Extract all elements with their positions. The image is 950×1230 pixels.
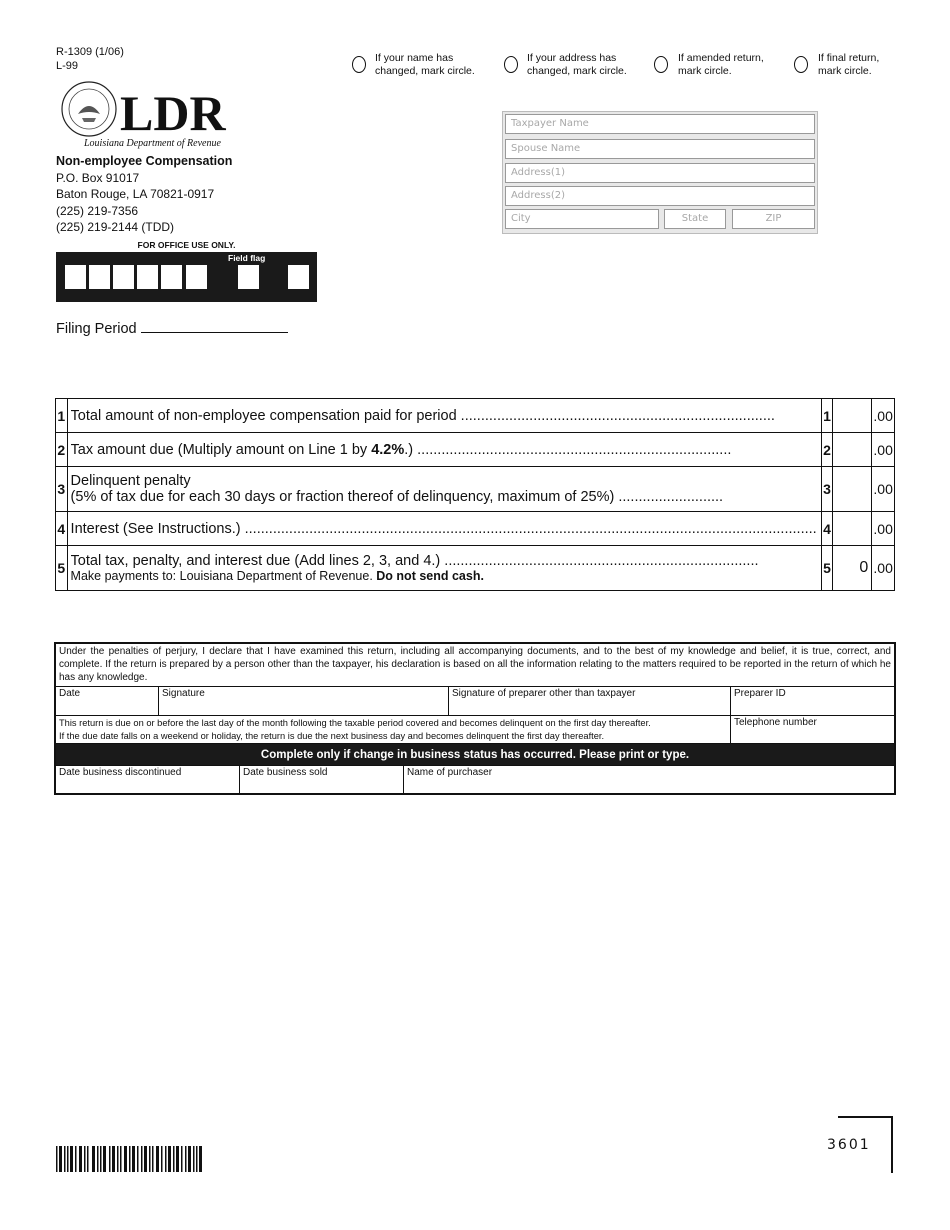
logo-letters: LDR bbox=[120, 85, 226, 141]
office-use-label: FOR OFFICE USE ONLY. bbox=[137, 240, 236, 250]
spouse-name-field[interactable]: Spouse Name bbox=[505, 139, 815, 159]
field-flag-cell bbox=[288, 265, 309, 289]
office-cell bbox=[113, 265, 134, 289]
line5-cents: .00 bbox=[872, 546, 895, 591]
form-subcode: L-99 bbox=[56, 60, 79, 72]
po-box: P.O. Box 91017 bbox=[56, 170, 140, 185]
line-ref-number: 4 bbox=[821, 512, 833, 546]
ldr-logo bbox=[60, 80, 240, 150]
filing-period-label: Filing Period bbox=[56, 321, 137, 337]
line-number: 1 bbox=[56, 399, 68, 433]
line5-amount-input[interactable]: 0 bbox=[833, 546, 872, 591]
line3-cents: .00 bbox=[872, 467, 895, 512]
line-description: Interest (See Instructions.) .............................................................................................................................................. bbox=[67, 512, 821, 546]
date-sold-field[interactable]: Date business sold bbox=[239, 766, 403, 793]
declaration-block bbox=[54, 642, 896, 795]
form-title: Non-employee Compensation bbox=[56, 154, 233, 168]
purchaser-name-field[interactable]: Name of purchaser bbox=[403, 766, 894, 793]
table-row bbox=[56, 399, 895, 433]
line-description: Tax amount due (Multiply amount on Line 1 by 4.2%.) .............................................................................. bbox=[67, 433, 821, 467]
business-status-banner: Complete only if change in business status has occurred. Please print or type. bbox=[56, 743, 894, 765]
form-number: R-1309 (1/06) bbox=[56, 46, 124, 58]
tdd-phone: (225) 219-2144 (TDD) bbox=[56, 220, 175, 234]
final-return-label: If final return, mark circle. bbox=[818, 52, 880, 77]
line-ref-number: 5 bbox=[821, 546, 833, 591]
office-use-box bbox=[56, 252, 317, 302]
office-cell bbox=[186, 265, 207, 289]
signature-field[interactable]: Signature bbox=[158, 687, 448, 715]
office-cell bbox=[137, 265, 158, 289]
field-flag-cell bbox=[238, 265, 259, 289]
address2-field[interactable]: Address(2) bbox=[505, 186, 815, 206]
telephone-field[interactable]: Telephone number bbox=[730, 716, 894, 743]
line-number: 2 bbox=[56, 433, 68, 467]
office-cell bbox=[161, 265, 182, 289]
table-row bbox=[56, 467, 895, 512]
line4-cents: .00 bbox=[872, 512, 895, 546]
ldr-logo-image bbox=[60, 80, 240, 150]
state-field[interactable]: State bbox=[664, 209, 726, 229]
field-flag-label: Field flag bbox=[228, 253, 266, 263]
filing-period[interactable] bbox=[56, 321, 288, 337]
tax-lines-table bbox=[55, 398, 895, 591]
name-changed-circle[interactable] bbox=[352, 56, 366, 73]
form-code bbox=[56, 45, 124, 73]
line3-amount-input[interactable] bbox=[833, 467, 872, 512]
address-changed-label: If your address has changed, mark circle. bbox=[527, 52, 627, 77]
barcode bbox=[56, 1146, 204, 1172]
due-date-note: This return is due on or before the last day of the month following the taxable period covered and becomes delinquent on the first day thereafter. If the due date falls on a weekend or holiday, the return is due the next business day and becomes delinquent the first day thereafter. bbox=[59, 718, 651, 741]
amended-return-circle[interactable] bbox=[654, 56, 668, 73]
line-number: 5 bbox=[56, 546, 68, 591]
date-discontinued-field[interactable]: Date business discontinued bbox=[59, 767, 182, 778]
line-number: 4 bbox=[56, 512, 68, 546]
preparer-id-field[interactable]: Preparer ID bbox=[730, 687, 894, 715]
office-cell bbox=[65, 265, 86, 289]
zip-field[interactable]: ZIP bbox=[732, 209, 815, 229]
line-ref-number: 2 bbox=[821, 433, 833, 467]
phone: (225) 219-7356 bbox=[56, 203, 139, 218]
office-cell bbox=[89, 265, 110, 289]
name-changed-label: If your name has changed, mark circle. bbox=[375, 52, 475, 77]
table-row bbox=[56, 546, 895, 591]
line-description: Total amount of non-employee compensation paid for period .............................................................................. bbox=[67, 399, 821, 433]
final-return-circle[interactable] bbox=[794, 56, 808, 73]
logo-tagline: Louisiana Department of Revenue bbox=[84, 138, 221, 149]
address-changed-circle[interactable] bbox=[504, 56, 518, 73]
taxpayer-info-block bbox=[502, 111, 818, 234]
line-ref-number: 3 bbox=[821, 467, 833, 512]
line-description: Delinquent penalty (5% of tax due for each 30 days or fraction thereof of delinquency, maximum of 25%) .......................... bbox=[67, 467, 821, 512]
line4-amount-input[interactable] bbox=[833, 512, 872, 546]
date-field[interactable]: Date bbox=[59, 688, 81, 699]
preparer-signature-field[interactable]: Signature of preparer other than taxpayer bbox=[448, 687, 730, 715]
line1-amount-input[interactable] bbox=[833, 399, 872, 433]
line-description: Total tax, penalty, and interest due (Add lines 2, 3, and 4.) .............................................................................. Make payments to: Louisiana Department of Revenue. Do not send cash. bbox=[67, 546, 821, 591]
table-row bbox=[56, 512, 895, 546]
line1-cents: .00 bbox=[872, 399, 895, 433]
table-row bbox=[56, 433, 895, 467]
perjury-statement: Under the penalties of perjury, I declare that I have examined this return, including all accompanying documents, and to the best of my knowledge and belief, it is true, correct, and complete. If the return is prepared by a person other than the taxpayer, his declaration is based on all the information relating to the matters required to be reported in the return of which he has any knowledge. bbox=[59, 646, 891, 683]
form-id-code: 3601 bbox=[827, 1137, 871, 1153]
city-field[interactable]: City bbox=[505, 209, 659, 229]
address1-field[interactable]: Address(1) bbox=[505, 163, 815, 183]
line2-amount-input[interactable] bbox=[833, 433, 872, 467]
barcode-icon bbox=[56, 1146, 204, 1172]
filing-period-input[interactable] bbox=[141, 321, 288, 333]
taxpayer-name-field[interactable]: Taxpayer Name bbox=[505, 114, 815, 134]
line-ref-number: 1 bbox=[821, 399, 833, 433]
agency-address bbox=[56, 153, 232, 236]
city-zip: Baton Rouge, LA 70821-0917 bbox=[56, 187, 215, 201]
line-number: 3 bbox=[56, 467, 68, 512]
amended-return-label: If amended return, mark circle. bbox=[678, 52, 764, 77]
line2-cents: .00 bbox=[872, 433, 895, 467]
